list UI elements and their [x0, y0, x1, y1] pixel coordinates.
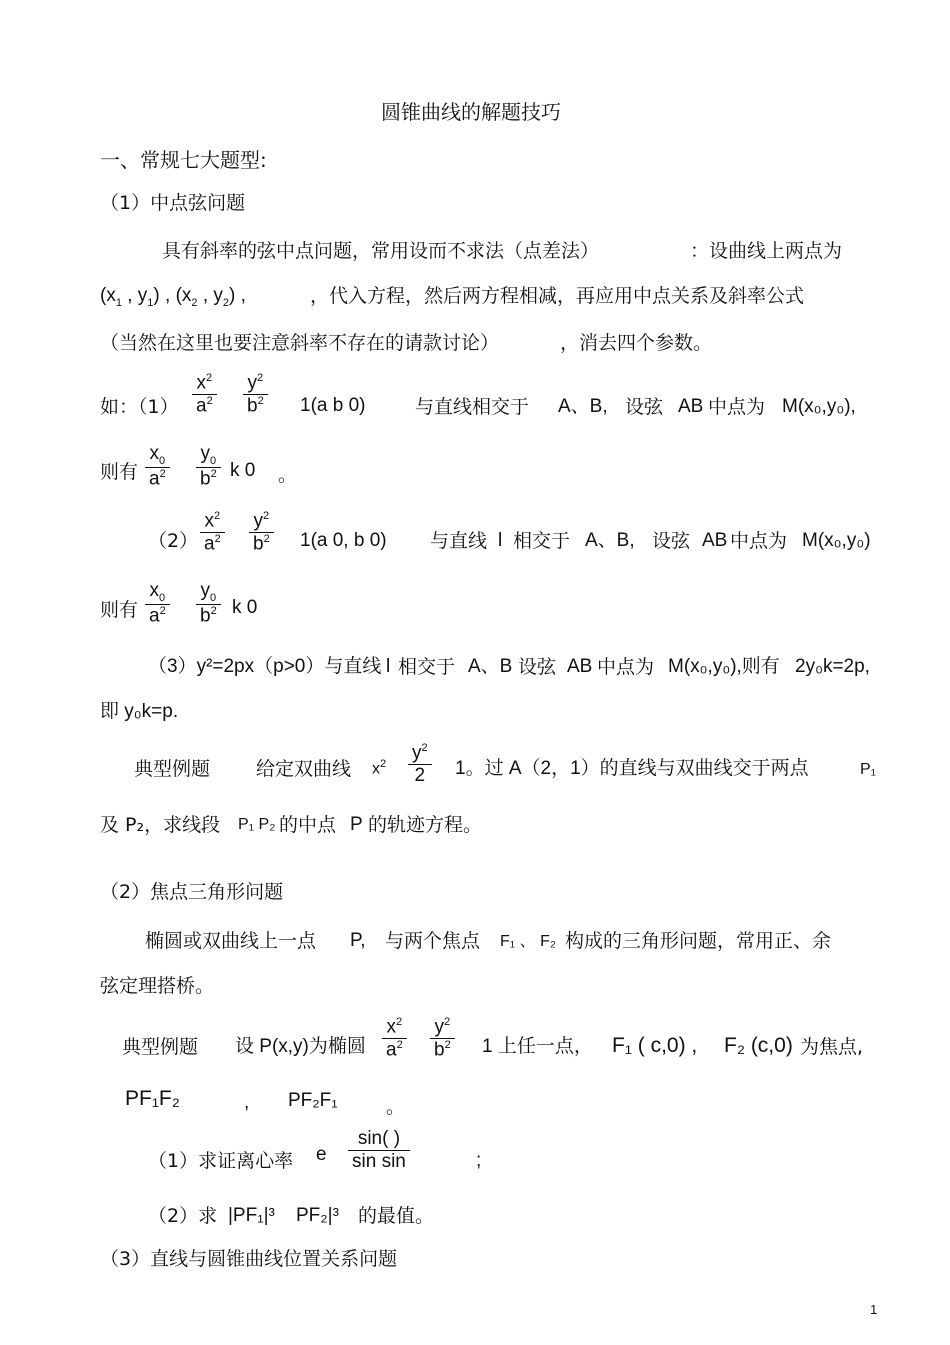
text: 及 P₂，求线段 — [100, 814, 221, 836]
equation-tail: k 0 — [230, 460, 256, 481]
text: A、B, — [558, 396, 608, 417]
point-coordinates: ($x_1$ , $y_1$) , ($x_2$ , $y_2$) , — [100, 285, 246, 309]
text: 则有 — [100, 599, 139, 621]
text: P₁ P₂ — [238, 816, 276, 833]
text: AB — [567, 656, 593, 677]
text: 椭圆或双曲线上一点 — [145, 930, 317, 952]
section-heading: 一、常规七大题型: — [100, 148, 267, 172]
text: 1。过 A（2，1）的直线与双曲线交于两点 — [455, 758, 809, 779]
question-2: （2）求 — [148, 1205, 218, 1227]
subsection-heading-2: （2）焦点三角形问题 — [100, 881, 284, 903]
paragraph-line: （当然在这里也要注意斜率不存在的请款讨论） — [100, 332, 500, 354]
text: P₁ — [860, 761, 877, 778]
fraction-y2-b2: $\frac{y^2}{b^2}$ — [243, 372, 268, 417]
text: 弦定理搭桥。 — [100, 975, 215, 997]
text: 。 — [278, 464, 298, 486]
text: 的轨迹方程。 — [368, 814, 483, 836]
fraction-numerator: sin( ) — [348, 1128, 410, 1151]
text: F₁ 、 F₂ — [500, 933, 557, 950]
text: 设弦 — [652, 530, 691, 552]
eccentricity-symbol: e — [316, 1144, 327, 1165]
x-squared: $x^2$ — [372, 758, 387, 778]
text: 相交于 — [398, 656, 456, 678]
text: 设弦 — [518, 656, 557, 678]
text: M(x₀,y₀),则有 — [668, 656, 780, 677]
text: 2y₀k=2p, — [795, 656, 870, 677]
paragraph-line: ，消去四个参数。 — [560, 332, 713, 354]
fraction-y0-b2: $\frac{y_0}{b^2}$ — [196, 580, 221, 628]
paragraph-line: 具有斜率的弦中点问题，常用设而不求法（点差法） — [162, 240, 600, 262]
abs-pf2-cubed: PF₂|³ — [296, 1205, 339, 1226]
subsection-heading-1: （1）中点弦问题 — [100, 192, 246, 214]
text: 中点为 — [730, 530, 788, 552]
fraction-x2-a2: $\frac{x^2}{a^2}$ — [200, 510, 225, 555]
text: 即 y₀k=p. — [100, 701, 179, 722]
equation-tail: k 0 — [232, 597, 258, 618]
page-number: 1 — [870, 1302, 878, 1317]
text: 的最值。 — [358, 1205, 435, 1227]
fraction-y0-b2: $\frac{y_0}{b^2}$ — [196, 443, 221, 491]
text: l — [498, 530, 503, 551]
text: 。 — [386, 1096, 406, 1118]
angle-pf1f2: PF₁F₂ — [125, 1087, 180, 1110]
text: M(x₀,y₀) — [802, 530, 871, 551]
fraction-y2-over-2: $\frac{y^2}{2}$ — [408, 742, 432, 787]
text: 1 上任一点， — [482, 1036, 593, 1057]
focus-1: F₁ ( c,0) , — [612, 1034, 698, 1057]
typical-example-label: 典型例题 — [122, 1036, 199, 1058]
text: P — [350, 814, 363, 835]
fraction-y2-b2: $\frac{y^2}{b^2}$ — [249, 510, 274, 555]
fraction-x2-a2: $\frac{x^2}{a^2}$ — [382, 1016, 407, 1061]
text: A、B, — [585, 530, 635, 551]
equation-condition: 1(a 0, b 0) — [300, 530, 387, 551]
text: 为焦点, — [800, 1036, 864, 1058]
text: A、B — [468, 656, 513, 677]
fraction-x0-a2: $\frac{x_0}{a^2}$ — [145, 580, 170, 628]
text: AB — [702, 530, 728, 551]
fraction-x0-a2: $\frac{x_0}{a^2}$ — [145, 443, 170, 491]
text: 相交于 — [513, 530, 571, 552]
text: 设 P(x,y)为椭圆 — [235, 1036, 366, 1057]
typical-example-label: 典型例题 — [134, 758, 211, 780]
text: ; — [476, 1150, 482, 1171]
fraction-denominator: sin sin — [352, 1150, 406, 1172]
text: 给定双曲线 — [256, 758, 352, 780]
fraction-x2-a2: $\frac{x^2}{a^2}$ — [192, 372, 217, 417]
page-title: 圆锥曲线的解题技巧 — [381, 100, 561, 124]
text: 与直线相交于 — [415, 396, 530, 418]
example-prefix: （2） — [148, 530, 199, 552]
paragraph-line: ：设曲线上两点为 — [690, 240, 843, 262]
text: P, — [350, 930, 366, 951]
abs-pf1-cubed: |PF₁|³ — [228, 1205, 275, 1226]
text: 则有 — [100, 461, 139, 483]
text: 设弦 — [625, 396, 664, 418]
text: 的中点 — [279, 814, 337, 836]
text: 中点为 — [597, 656, 655, 678]
text: 构成的三角形问题，常用正、余 — [565, 930, 832, 952]
focus-2: F₂ (c,0) — [724, 1034, 793, 1057]
subsection-heading-3: （3）直线与圆锥曲线位置关系问题 — [100, 1248, 398, 1270]
question-1: （1）求证离心率 — [148, 1150, 294, 1172]
text: AB — [678, 396, 704, 417]
text: 中点为 — [708, 396, 766, 418]
example-prefix: 如：（1） — [100, 396, 179, 418]
fraction-y2-b2: $\frac{y^2}{b^2}$ — [430, 1016, 455, 1061]
equation-condition: 1(a b 0) — [300, 395, 366, 416]
text: l — [386, 656, 391, 677]
paragraph-line: ，代入方程，然后两方程相减，再应用中点关系及斜率公式 — [310, 285, 805, 307]
text: , — [244, 1092, 250, 1113]
text: 与直线 — [430, 530, 488, 552]
example-3-text: （3）y²=2px（p>0）与直线 — [148, 656, 382, 677]
fraction-eccentricity — [348, 1128, 410, 1173]
text: M(x₀,y₀), — [782, 396, 856, 417]
text: 与两个焦点 — [385, 930, 481, 952]
angle-pf2f1: PF₂F₁ — [288, 1090, 338, 1111]
